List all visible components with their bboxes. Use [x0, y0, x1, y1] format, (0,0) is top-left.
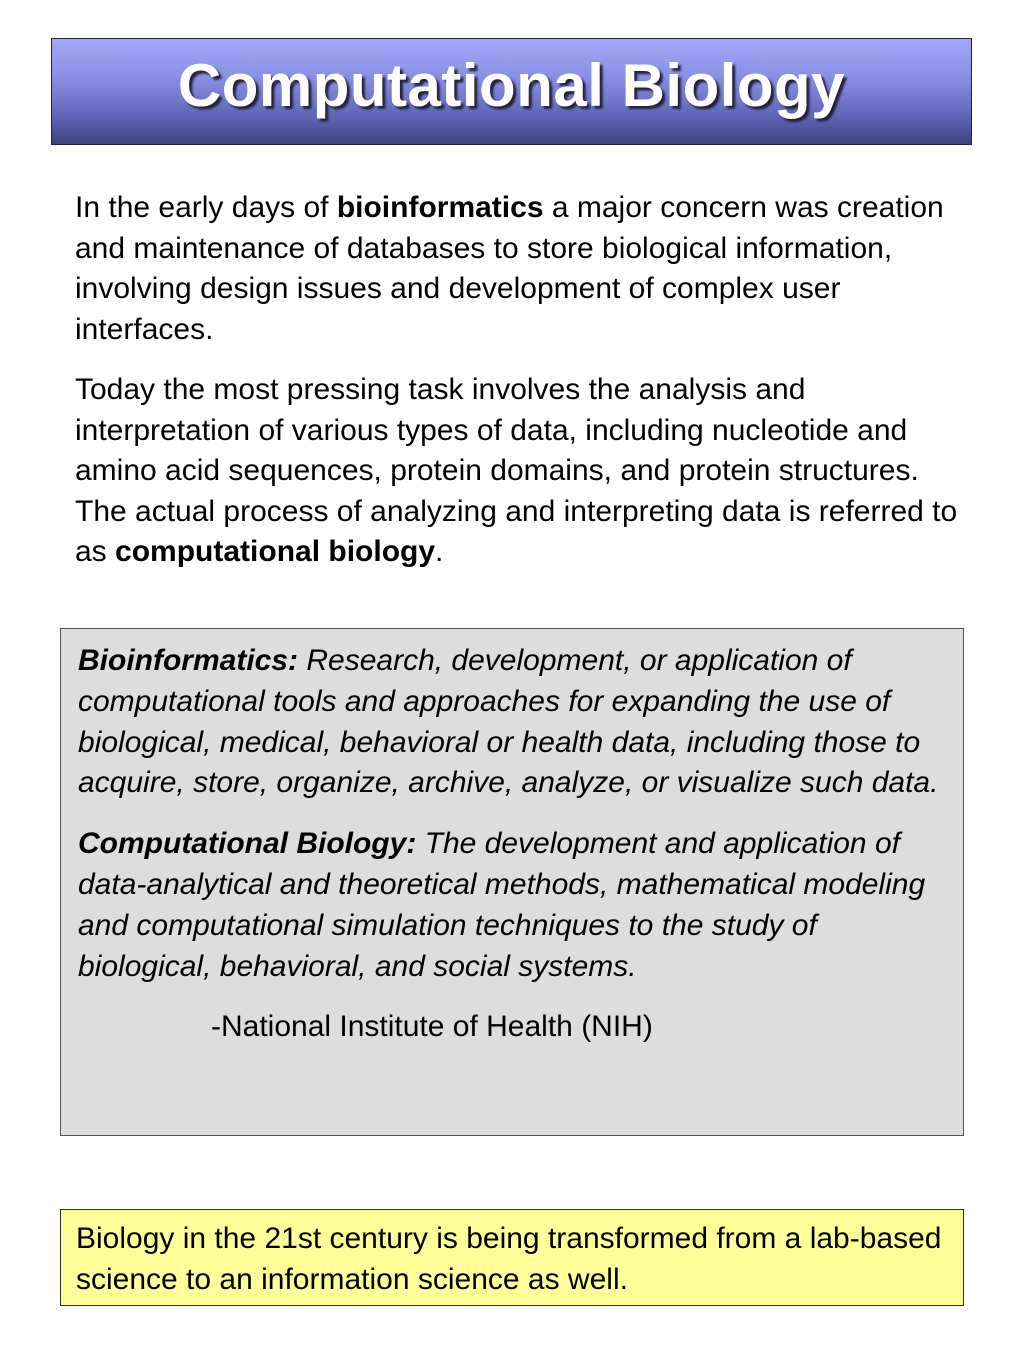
definition-term-computational-biology: Computational Biology: [78, 827, 417, 861]
definition-attribution: -National Institute of Health (NIH) [211, 1010, 653, 1044]
page-title: Computational Biology [177, 52, 846, 119]
definition-computational-biology [78, 824, 947, 987]
intro-section [75, 188, 965, 573]
intro-p1-text-after: a major concern was creation and maintenance of databases to store biological information, involving design issues and development of complex user interfaces. [75, 191, 944, 346]
intro-p1-text-before: In the early days of [75, 191, 337, 224]
definition-text-computational-biology: The development and application of data-analytical and theoretical methods, mathematical modeling and computational simulation techniques to the study of biological, behavioral, and social systems. [78, 827, 926, 983]
intro-p2-text-before: Today the most pressing task involves the analysis and interpretation of various types of data, including nucleotide and amino acid sequences, protein domains, and protein structures. The actual process of analyzing and interpreting data is referred to as [75, 373, 958, 568]
intro-p1-term-bioinformatics: bioinformatics [336, 191, 544, 224]
definition-term-bioinformatics: Bioinformatics: [78, 644, 299, 677]
summary-note-box [60, 1209, 964, 1306]
definition-text-bioinformatics: Research, development, or application of computational tools and approaches for expanding the use of biological, medical, behavioral or health data, including those to acquire, store, organize, archive, analyze, or visualize such data. [78, 644, 939, 800]
intro-paragraph-2 [75, 370, 965, 573]
summary-note-text: Biology in the 21st century is being transformed from a lab-based science to an information science as well. [76, 1222, 942, 1296]
intro-p2-term-computational-biology: computational biology [115, 535, 436, 568]
intro-paragraph-1 [75, 188, 965, 350]
intro-p2-text-after: . [435, 535, 444, 568]
definition-bioinformatics [78, 641, 947, 804]
title-banner [51, 38, 972, 145]
definitions-box [60, 628, 964, 1136]
